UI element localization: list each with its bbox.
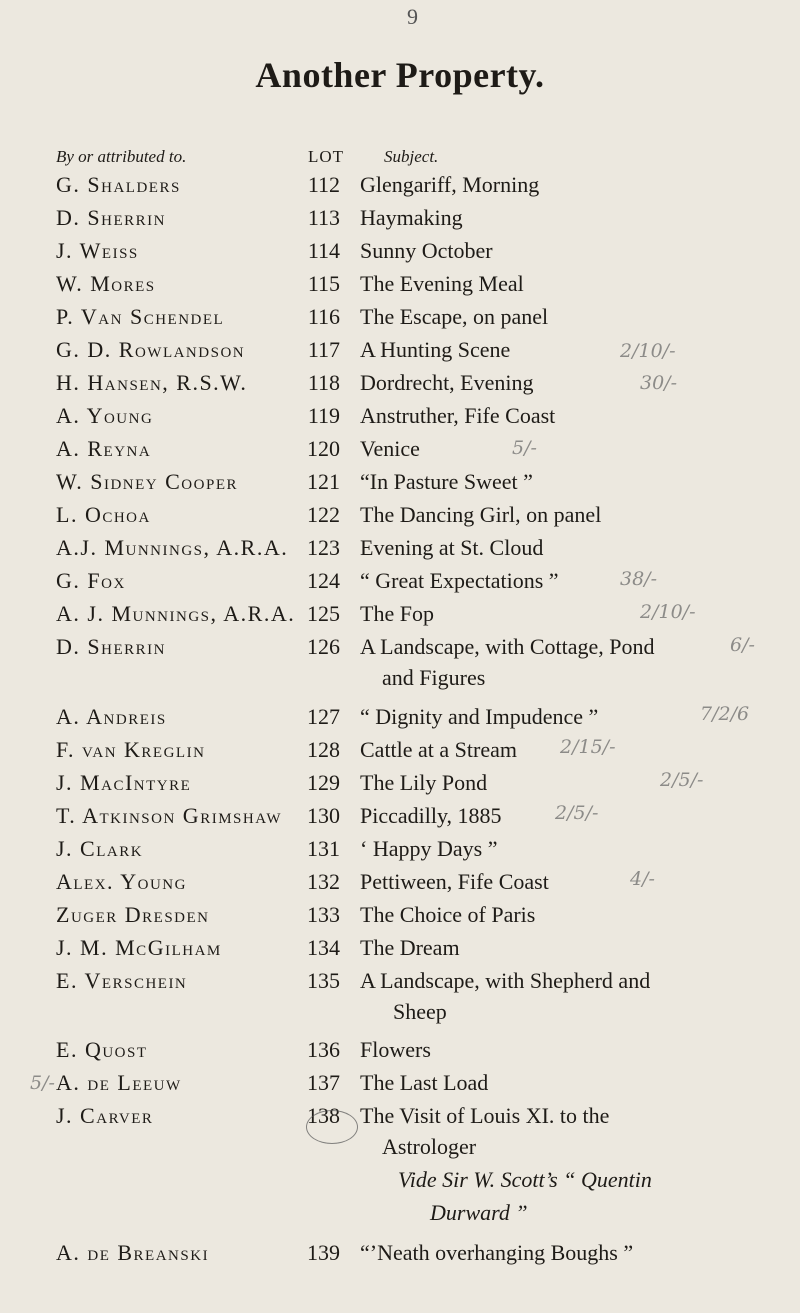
subject: ‘ Happy Days ” — [360, 836, 498, 861]
page-number: 9 — [407, 4, 418, 29]
pencil-note: 5/- — [30, 1072, 55, 1094]
page-title: Another Property. — [255, 55, 545, 95]
subject: A Hunting Scene — [360, 337, 511, 362]
pencil-note: 2/10/- — [640, 601, 696, 623]
pencil-note: 30/- — [640, 372, 677, 394]
artist: A. Reyna — [56, 436, 152, 461]
lot-number: 116 — [307, 304, 340, 329]
lot-number: 137 — [307, 1070, 340, 1095]
lot-number: 125 — [307, 601, 340, 626]
subject: Piccadilly, 1885 — [360, 803, 502, 828]
artist: D. Sherrin — [56, 205, 166, 230]
lot-number: 131 — [307, 836, 340, 861]
lot-number: 139 — [307, 1240, 340, 1265]
artist: G. D. Rowlandson — [56, 337, 246, 362]
subject: The Dancing Girl, on panel — [360, 502, 602, 527]
artist: D. Sherrin — [56, 634, 166, 659]
lot-number: 119 — [307, 403, 340, 428]
artist: J. Clark — [56, 836, 144, 861]
pencil-note: 2/10/- — [620, 340, 676, 362]
lot-number: 136 — [307, 1037, 340, 1062]
subject: Flowers — [360, 1037, 431, 1062]
subject: The Choice of Paris — [360, 902, 536, 927]
subject-continuation: and Figures — [382, 665, 486, 690]
lot-number: 138 — [307, 1103, 340, 1128]
artist: J. Weiss — [56, 238, 139, 263]
artist: E. Quost — [56, 1037, 148, 1062]
artist: L. Ochoa — [56, 502, 151, 527]
artist: E. Verschein — [56, 968, 188, 993]
artist: A.J. Munnings, A.R.A. — [56, 535, 289, 560]
lot-number: 122 — [307, 502, 340, 527]
pencil-note: 6/- — [730, 634, 755, 656]
lot-number: 135 — [307, 968, 340, 993]
subject: “ Dignity and Impudence ” — [360, 704, 599, 729]
artist: A. J. Munnings, A.R.A. — [56, 601, 296, 626]
pencil-note: 5/- — [512, 437, 537, 459]
subject: Anstruther, Fife Coast — [360, 403, 556, 428]
artist: J. M. McGilham — [56, 935, 222, 960]
lot-number: 121 — [307, 469, 340, 494]
artist: P. Van Schendel — [56, 304, 225, 329]
artist: G. Shalders — [56, 172, 181, 197]
pencil-note: 2/15/- — [560, 736, 616, 758]
subject: A Landscape, with Cottage, Pond — [360, 634, 655, 659]
subject: Evening at St. Cloud — [360, 535, 544, 560]
pencil-note: 38/- — [620, 568, 657, 590]
artist: A. Young — [56, 403, 154, 428]
lot-number: 112 — [307, 172, 340, 197]
artist: T. Atkinson Grimshaw — [56, 803, 282, 828]
subject: The Last Load — [360, 1070, 489, 1095]
artist: H. Hansen, R.S.W. — [56, 370, 248, 395]
artist: Alex. Young — [56, 869, 187, 894]
lot-number: 132 — [307, 869, 340, 894]
pencil-note: 7/2/6 — [700, 703, 750, 725]
subject: The Evening Meal — [360, 271, 524, 296]
subject: Venice — [360, 436, 420, 461]
lot-number: 113 — [307, 205, 340, 230]
lot-number: 133 — [307, 902, 340, 927]
lot-number: 134 — [307, 935, 340, 960]
artist: A. Andreis — [56, 704, 167, 729]
subject: Dordrecht, Evening — [360, 370, 534, 395]
artist: F. van Kreglin — [56, 737, 206, 762]
subject: Cattle at a Stream — [360, 737, 517, 762]
circle-mark — [306, 1110, 358, 1144]
lot-number: 124 — [307, 568, 340, 593]
subject-continuation: Sheep — [393, 999, 447, 1024]
subject: “’Neath overhanging Boughs ” — [360, 1240, 634, 1265]
subject: A Landscape, with Shepherd and — [360, 968, 651, 993]
lot-number: 117 — [307, 337, 340, 362]
subject: “In Pasture Sweet ” — [360, 469, 533, 494]
lot-number: 115 — [307, 271, 340, 296]
lot-number: 128 — [307, 737, 340, 762]
lot-number: 127 — [307, 704, 340, 729]
column-header-subject: Subject. — [384, 147, 439, 166]
subject: The Escape, on panel — [360, 304, 549, 329]
column-header-lot: LOT — [308, 147, 345, 166]
artist: J. MacIntyre — [56, 770, 192, 795]
artist: W. Mores — [56, 271, 156, 296]
subject: Pettiween, Fife Coast — [360, 869, 549, 894]
subject: The Dream — [360, 935, 460, 960]
lot-number: 118 — [307, 370, 340, 395]
subject-note: Durward ” — [430, 1200, 528, 1225]
artist: J. Carver — [56, 1103, 154, 1128]
pencil-note: 2/5/- — [660, 769, 704, 791]
subject: Glengariff, Morning — [360, 172, 540, 197]
lot-number: 126 — [307, 634, 340, 659]
artist: A. de Leeuw — [56, 1070, 182, 1095]
subject: The Visit of Louis XI. to the — [360, 1103, 610, 1128]
artist: A. de Breanski — [56, 1240, 210, 1265]
lot-number: 123 — [307, 535, 340, 560]
lot-number: 129 — [307, 770, 340, 795]
lot-number: 120 — [307, 436, 340, 461]
column-header-artist: By or attributed to. — [56, 147, 187, 166]
subject-continuation: Astrologer — [382, 1134, 477, 1159]
subject-note: Vide Sir W. Scott’s “ Quentin — [398, 1167, 652, 1192]
subject: “ Great Expectations ” — [360, 568, 559, 593]
pencil-note: 2/5/- — [555, 802, 599, 824]
subject: The Lily Pond — [360, 770, 488, 795]
pencil-note: 4/- — [630, 868, 655, 890]
artist: Zuger Dresden — [56, 902, 210, 927]
subject: Haymaking — [360, 205, 463, 230]
subject: The Fop — [360, 601, 434, 626]
lot-number: 114 — [307, 238, 340, 263]
artist: W. Sidney Cooper — [56, 469, 238, 494]
subject: Sunny October — [360, 238, 493, 263]
lot-number: 130 — [307, 803, 340, 828]
artist: G. Fox — [56, 568, 126, 593]
